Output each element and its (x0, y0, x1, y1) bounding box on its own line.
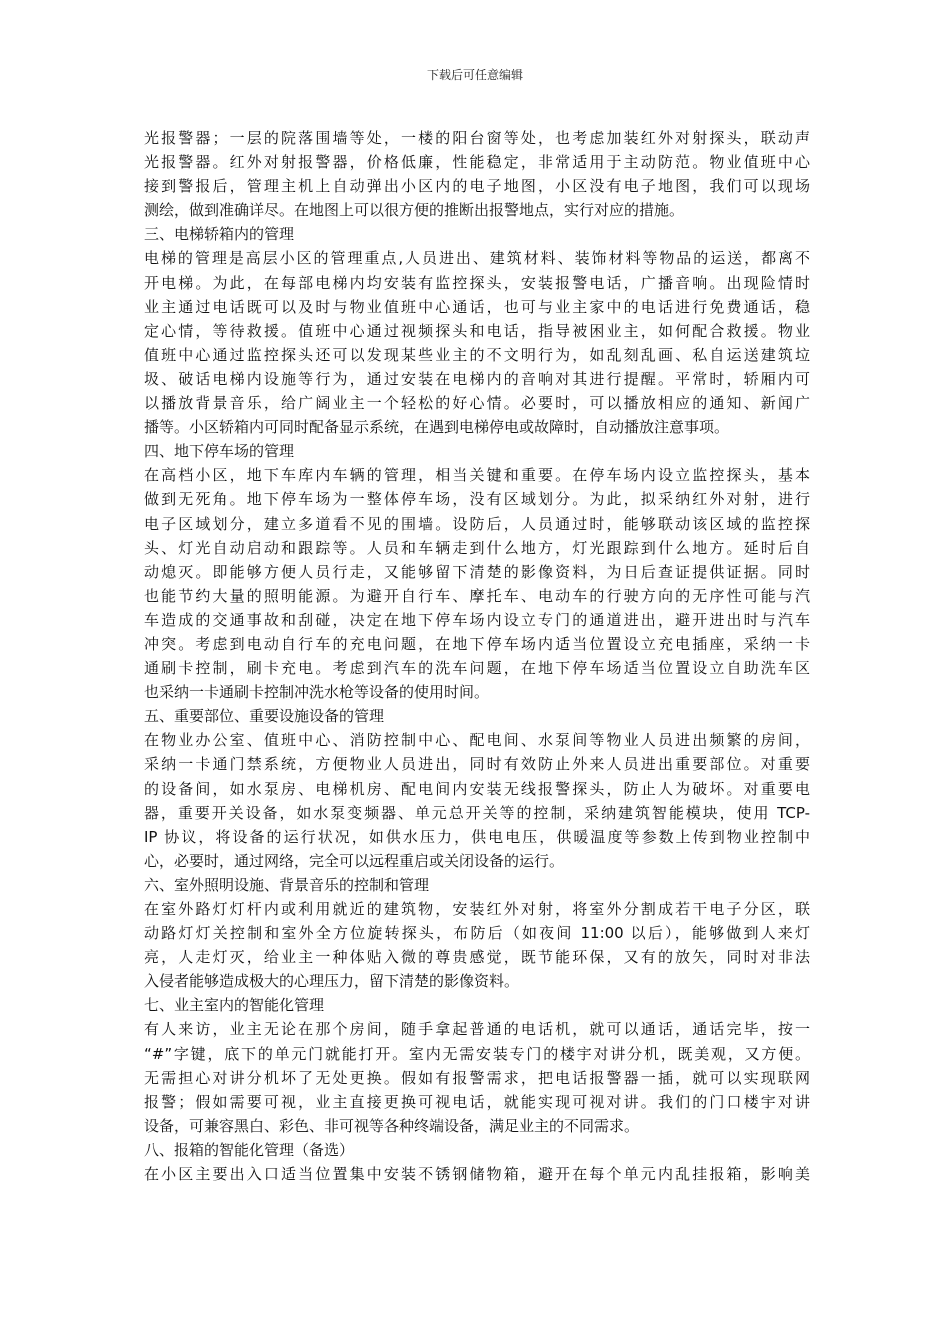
text-line: 心，必要时，通过网络，完全可以远程重启或关闭设备的运行。 (144, 851, 565, 870)
text-line: 动路灯灯关控制和室外全方位旋转探头，布防后（如夜间 11:00 以后），能够做到人来灯 (144, 924, 810, 943)
section-heading-lighting: 六、室外照明设施、背景音乐的控制和管理 (144, 875, 430, 894)
paragraph-lighting (144, 897, 810, 993)
text-line: 在小区主要出入口适当位置集中安装不锈钢储物箱，避开在每个单元内乱挂报箱，影响美 (144, 1165, 810, 1184)
text-line: 光报警器。红外对射报警器，价格低廉，性能稳定，非常适用于主动防范。物业值班中心 (144, 153, 810, 172)
text-line: 冲突。考虑到电动自行车的充电问题，在地下停车场内适当位置设立充电插座，采纳一卡 (144, 634, 810, 653)
text-line: 采纳一卡通门禁系统，方便物业人员进出，同时有效防止外来人员进出重要部位。对重要 (144, 755, 810, 774)
text-line: 亮，人走灯灭，给业主一种体贴入微的尊贵感觉，既节能环保，又有的放矢，同时对非法 (144, 948, 810, 967)
text-line: 动熄灭。即能够方便人员行走，又能够留下清楚的影像资料，为日后查证提供证据。同时 (144, 562, 810, 581)
page-header: 下载后可任意编辑 (426, 68, 523, 82)
text-line: 圾、破话电梯内设施等行为，通过安装在电梯内的音响对其进行提醒。平常时，轿厢内可 (144, 369, 810, 388)
section-heading-key-areas: 五、重要部位、重要设施设备的管理 (144, 707, 385, 726)
text-line: 以播放背景音乐，给广阔业主一个轻松的好心情。必要时，可以播放相应的通知、新闻广 (144, 394, 810, 413)
text-line: “#”字键，底下的单元门就能打开。室内无需安装专门的楼宇对讲分机，既美观，又方便。 (144, 1044, 810, 1063)
text-line: 也能节约大量的照明能源。为避开自行车、摩托车、电动车的行驶方向的无序性可能与汽 (144, 586, 810, 605)
text-line: 车造成的交通事故和刮碰，决定在地下停车场内设立专门的通道进出，避开进出时与汽车 (144, 610, 810, 629)
text-line: 做到无死角。地下停车场为一整体停车场，没有区域划分。为此，拟采纳红外对射，进行 (144, 490, 810, 509)
text-line: 入侵者能够造成极大的心理压力，留下清楚的影像资料。 (144, 972, 520, 991)
section-heading-indoor: 七、业主室内的智能化管理 (144, 996, 325, 1015)
paragraph-parking (144, 463, 810, 704)
text-line: 在物业办公室、值班中心、消防控制中心、配电间、水泵间等物业人员进出频繁的房间， (144, 731, 810, 750)
text-line: 接到警报后，管理主机上自动弹出小区内的电子地图，小区没有电子地图，我们可以现场 (144, 177, 810, 196)
text-line: 无需担心对讲分机坏了无处更换。假如有报警需求，把电话报警器一插，就可以实现联网 (144, 1068, 810, 1087)
text-line: 值班中心通过监控探头还可以发现某些业主的不文明行为，如乱刻乱画、私自运送建筑垃 (144, 345, 810, 364)
text-line: 通刷卡控制，刷卡充电。考虑到汽车的洗车问题，在地下停车场适当位置设立自助洗车区 (144, 659, 810, 678)
text-line: 的设备间，如水泵房、电梯机房、配电间内安装无线报警探头，防止人为破坏。对重要电 (144, 779, 810, 798)
text-line: 设备，可兼容黑白、彩色、非可视等各种终端设备，满足业主的不同需求。 (144, 1116, 640, 1135)
text-line: IP 协议，将设备的运行状况，如供水压力，供电电压，供暖温度等参数上传到物业控制中 (144, 827, 810, 846)
text-line: 报警；假如需要可视，业主直接更换可视电话，就能实现可视对讲。我们的门口楼宇对讲 (144, 1092, 810, 1111)
section-heading-parking: 四、地下停车场的管理 (144, 442, 295, 461)
section-heading-newspaper: 八、报箱的智能化管理（备选） (144, 1140, 355, 1159)
text-line: 有人来访，业主无论在那个房间，随手拿起普通的电话机，就可以通话，通话完毕，按一 (144, 1020, 810, 1039)
paragraph-indoor (144, 1017, 810, 1137)
text-line: 器，重要开关设备，如水泵变频器、单元总开关等的控制，采纳建筑智能模块，使用 TCP- (144, 803, 810, 822)
text-line: 在高档小区，地下车库内车辆的管理，相当关键和重要。在停车场内设立监控探头，基本 (144, 466, 810, 485)
text-line: 头、灯光自动启动和跟踪等。人员和车辆走到什么地方，灯光跟踪到什么地方。延时后自 (144, 538, 810, 557)
paragraph-elevator (144, 246, 810, 439)
text-line: 在室外路灯灯杆内或利用就近的建筑物，安装红外对射，将室外分割成若干电子分区，联 (144, 900, 810, 918)
text-line: 电子区域划分，建立多道看不见的围墙。设防后，人员通过时，能够联动该区域的监控探 (144, 514, 810, 533)
text-line: 开电梯。为此，在每部电梯内均安装有监控探头，安装报警电话，广播音响。出现险情时 (144, 273, 810, 292)
text-line: 定心情，等待救援。值班中心通过视频探头和电话，指导被困业主，如何配合救援。物业 (144, 321, 810, 340)
text-line: 测绘，做到准确详尽。在地图上可以很方便的推断出报警地点，实行对应的措施。 (144, 201, 685, 220)
paragraph-key-areas (144, 728, 810, 873)
document-body (144, 126, 810, 1186)
text-line: 业主通过电话既可以及时与物业值班中心通话，也可与业主家中的电话进行免费通话，稳 (144, 297, 810, 316)
text-line: 播等。小区轿箱内可同时配备显示系统，在遇到电梯停电或故障时，自动播放注意事项。 (144, 418, 730, 437)
text-line: 电梯的管理是高层小区的管理重点,人员进出、建筑材料、装饰材料等物品的运送，都离不 (144, 249, 810, 268)
text-line: 光报警器；一层的院落围墙等处，一楼的阳台窗等处，也考虑加装红外对射探头，联动声 (144, 129, 810, 147)
paragraph-intro (144, 126, 810, 222)
paragraph-newspaper (144, 1162, 810, 1186)
text-line: 也采纳一卡通刷卡控制冲洗水枪等设备的使用时间。 (144, 683, 490, 702)
section-heading-elevator: 三、电梯轿箱内的管理 (144, 225, 295, 244)
